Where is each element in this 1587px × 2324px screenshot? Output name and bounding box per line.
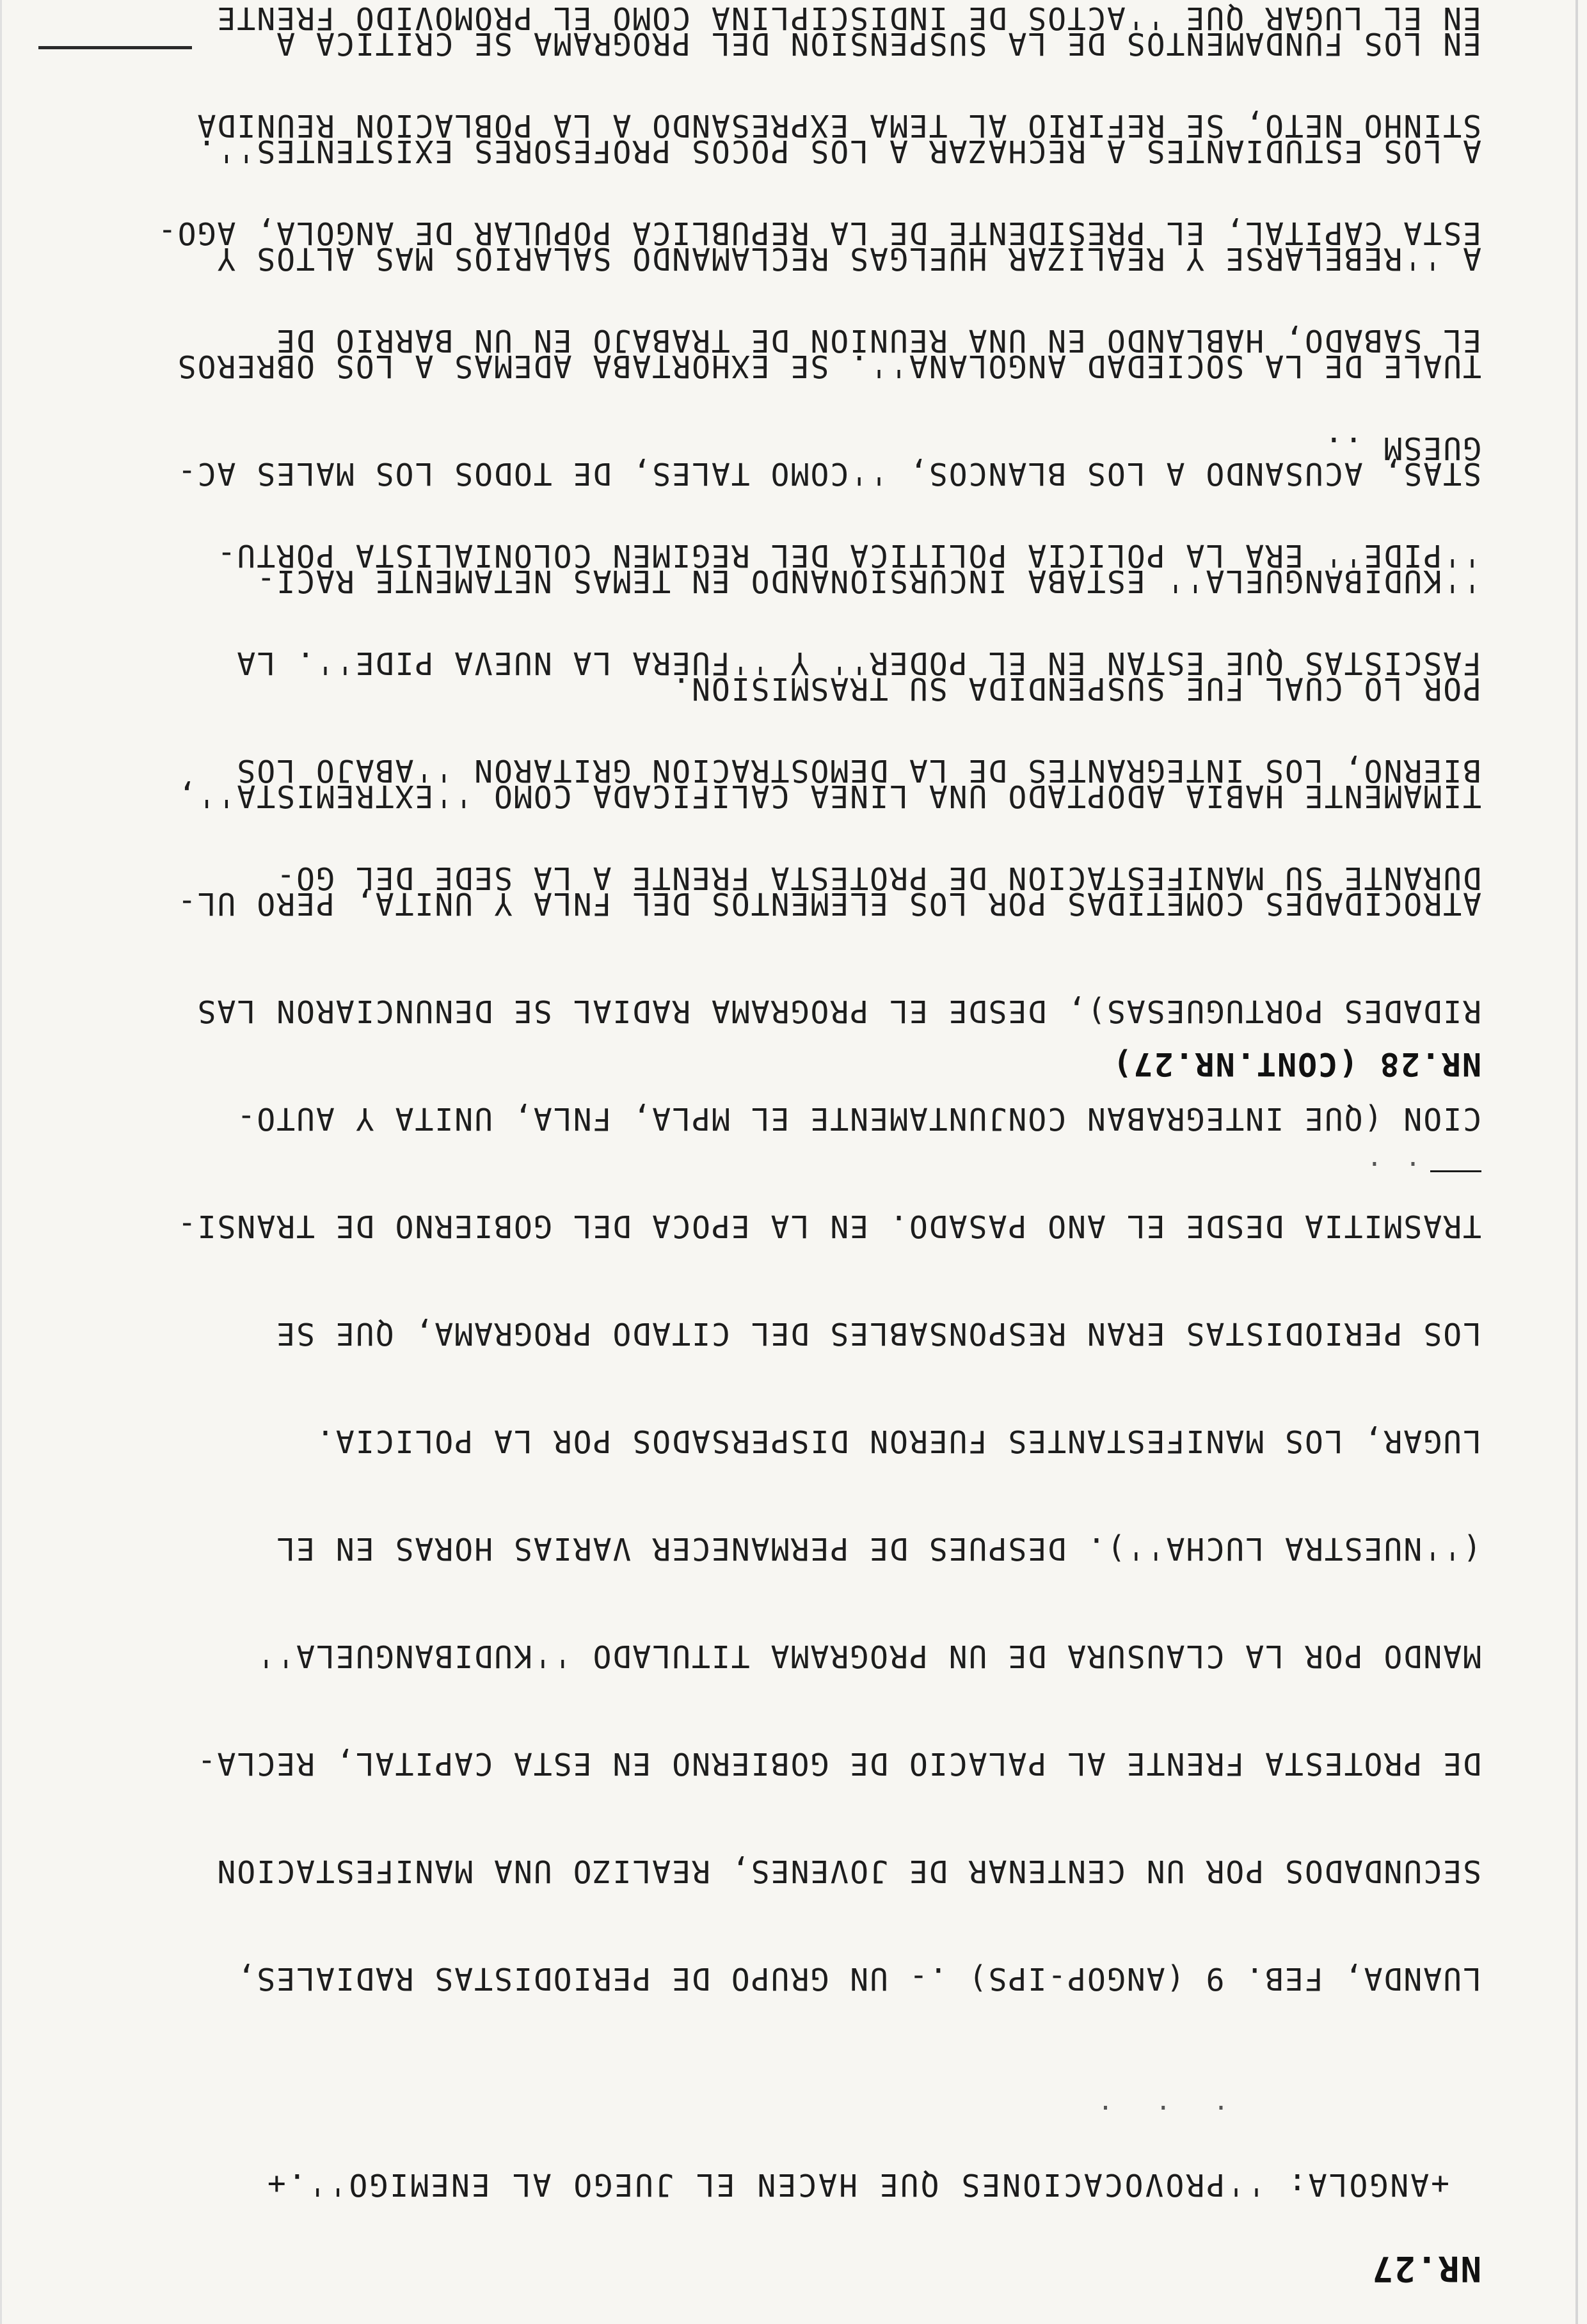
text-line: RIDADES PORTUGUESAS), DESDE EL PROGRAMA RADIAL SE DENUNCIARON LAS bbox=[196, 993, 1481, 1029]
text-line: LUGAR, LOS MANIFESTANTES FUERON DISPERSADOS POR LA POLICIA. bbox=[314, 1423, 1481, 1459]
section-rule bbox=[1430, 1170, 1481, 1172]
news-headline: +ANGOLA: ''PROVOCACIONES QUE HACEN EL JUEGO AL ENEMIGO''.+ bbox=[265, 2167, 1449, 2202]
message-number: NR.27 bbox=[1371, 2248, 1481, 2289]
text-line: DE PROTESTA FRENTE AL PALACIO DE GOBIERNO EN ESTA CAPITAL, RECLA- bbox=[196, 1746, 1481, 1781]
text-line: CION (QUE INTEGRABAN CONJUNTAMENTE EL MPLA, FNLA, UNITA Y AUTO- bbox=[235, 1101, 1481, 1136]
text-line: LUANDA, FEB. 9 (ANGOP-IPS) .- UN GRUPO DE PERIODISTAS RADIALES, bbox=[235, 1961, 1481, 1996]
article-part-2 bbox=[93, 0, 1481, 967]
text-line: BIERNO, LOS INTEGRANTES DE LA DEMOSTRACION GRITARON ''ABAJO LOS bbox=[235, 752, 1481, 788]
text-line: TIMAMENTE HABIA ADOPTADO UNA LINEA CALIFICADA COMO ''EXTREMISTA'', bbox=[176, 778, 1481, 814]
continuation-number: NR.28 (CONT.NR.27) bbox=[1112, 1046, 1481, 1083]
text-line: GUESM .. bbox=[1323, 430, 1481, 466]
text-line: EN EL LUGAR QUE ''ACTOS DE INDISCIPLINA COMO EL PROMOVIDO FRENTE bbox=[216, 0, 1481, 36]
text-line: POR LO CUAL FUE SUSPENDIDA SU TRASMISION. bbox=[671, 671, 1481, 706]
text-line: ''KUDIBANGUELA'' ESTABA INCURSIONANDO EN TEMAS NETAMENTE RACI- bbox=[255, 563, 1481, 599]
text-line: ESTA CAPITAL, EL PRESIDENTE DE LA REPUBLICA POPULAR DE ANGOLA, AGO- bbox=[156, 215, 1481, 251]
text-line: ATROCIDADES COMETIDAS POR LOS ELEMENTOS DEL FNLA Y UNITA, PERO UL- bbox=[176, 886, 1481, 921]
text-line: STAS, ACUSANDO A LOS BLANCOS, ''COMO TALES, DE TODOS LOS MALES AC- bbox=[176, 456, 1481, 491]
text-line: EN LOS FUNDAMENTOS DE LA SUSPENSION DEL PROGRAMA SE CRITICA A bbox=[275, 26, 1481, 61]
text-line: TUALE DE LA SOCIEDAD ANGOLANA''. SE EXHORTABA ADEMAS A LOS OBREROS bbox=[176, 348, 1481, 384]
top-torn-edge bbox=[38, 46, 192, 49]
text-line: STINHO NETO, SE REFIRIO AL TEMA EXPRESANDO A LA POBLACION REUNIDA bbox=[196, 107, 1481, 143]
text-line: TRASMITIA DESDE EL ANO PASADO. EN LA EPOCA DEL GOBIERNO DE TRANSI- bbox=[176, 1208, 1481, 1244]
separator-dots: . . . bbox=[1094, 2099, 1229, 2129]
text-line: (''NUESTRA LUCHA''). DESPUES DE PERMANECER VARIAS HORAS EN EL bbox=[275, 1531, 1481, 1566]
separator-dots: . . bbox=[1362, 1156, 1421, 1185]
text-line: EL SABADO, HABLANDO EN UNA REUNION DE TRABAJO EN UN BARRIO DE bbox=[275, 322, 1481, 358]
text-line: A LOS ESTUDIANTES A RECHAZAR A LOS POCOS PROFESORES EXISTENTES''. bbox=[196, 133, 1481, 169]
text-line: A ''REBELARSE Y REALIZAR HUELGAS RECLAMANDO SALARIOS MAS ALTOS Y bbox=[216, 241, 1481, 276]
text-line: FASCISTAS QUE ESTAN EN EL PODER'' Y ''FUERA LA NUEVA PIDE''. LA bbox=[235, 645, 1481, 681]
text-line: ''PIDE'' ERA LA POLICIA POLITICA DEL REGIMEN COLONIALISTA PORTU- bbox=[216, 537, 1481, 573]
text-line: DURANTE SU MANIFESTACION DE PROTESTA FRENTE A LA SEDE DEL GO- bbox=[275, 860, 1481, 896]
text-line: SECUNDADOS POR UN CENTENAR DE JOVENES, REALIZO UNA MANIFESTACION bbox=[216, 1853, 1481, 1889]
text-line: MANDO POR LA CLAUSURA DE UN PROGRAMA TITULADO ''KUDIBANGUELA'' bbox=[255, 1638, 1481, 1674]
text-line: LOS PERIODISTAS ERAN RESPONSABLES DEL CITADO PROGRAMA, QUE SE bbox=[275, 1316, 1481, 1351]
